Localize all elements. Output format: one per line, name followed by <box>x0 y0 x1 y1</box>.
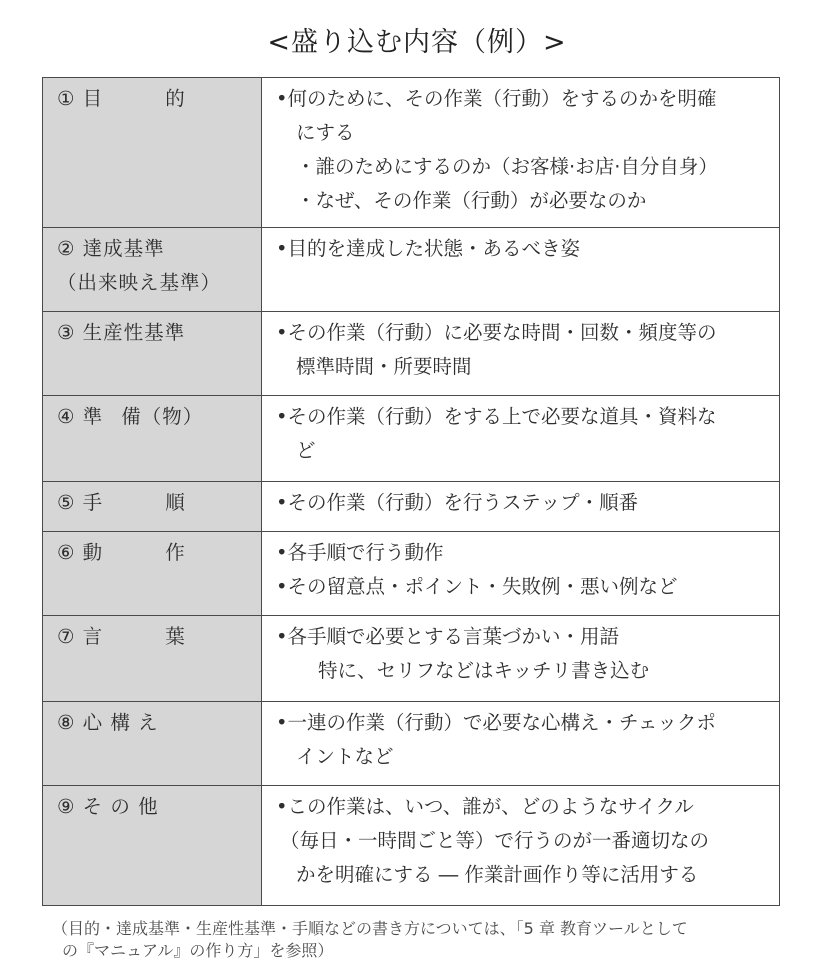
row-content <box>262 786 780 906</box>
label-text: ② 達成基準 <box>57 237 165 260</box>
content-line: •その作業（行動）をする上で必要な道具・資料な <box>276 405 717 428</box>
footnote-line: の『マニュアル』の作り方」を参照） <box>62 941 334 960</box>
label-text: 備（物） <box>121 405 204 428</box>
row-label <box>43 78 262 228</box>
row-label <box>43 312 262 396</box>
contents-table <box>42 77 780 906</box>
label-text: ⑤ 手 <box>57 491 104 514</box>
row-label <box>43 482 262 532</box>
row-content <box>262 396 780 482</box>
row-content <box>262 78 780 228</box>
row-content <box>262 482 780 532</box>
page-title: <盛り込む内容（例）> <box>267 27 567 58</box>
label-text: ① 目 <box>57 87 104 110</box>
label-text: 的 <box>165 87 186 110</box>
row-label <box>43 616 262 702</box>
label-text: ③ 生産性基準 <box>57 321 186 344</box>
table-row <box>43 396 780 482</box>
content-line: •一連の作業（行動）で必要な心構え・チェックポ <box>276 711 716 734</box>
content-line: にする <box>296 121 355 144</box>
footnote-line: （目的・達成基準・生産性基準・手順などの書き方については、「5 章 教育ツールとして <box>52 919 688 938</box>
content-line: （毎日・一時間ごと等）で行うのが一番適切なの <box>280 829 710 852</box>
content-line: •各手順で行う動作 <box>276 541 444 564</box>
row-content <box>262 702 780 786</box>
row-content <box>262 532 780 616</box>
label-text: ⑥ 動 <box>57 541 104 564</box>
row-label <box>43 228 262 312</box>
row-label <box>43 532 262 616</box>
content-line: 標準時間・所要時間 <box>296 355 472 378</box>
content-line: •目的を達成した状態・あるべき姿 <box>276 237 581 260</box>
label-text: 順 <box>165 491 186 514</box>
content-line: •その作業（行動）に必要な時間・回数・頻度等の <box>276 321 717 344</box>
content-line: かを明確にする ― 作業計画作り等に活用する <box>296 863 699 886</box>
content-line: ・なぜ、その作業（行動）が必要なのか <box>296 189 647 212</box>
label-text: 葉 <box>165 625 186 648</box>
content-line: 特に、セリフなどはキッチリ書き込む <box>318 659 650 682</box>
table-row <box>43 312 780 396</box>
table-row <box>43 228 780 312</box>
table-row <box>43 532 780 616</box>
label-text: ④ 準 <box>57 405 104 428</box>
label-text: ⑦ 言 <box>57 625 104 648</box>
content-line: •この作業は、いつ、誰が、どのようなサイクル <box>276 795 694 818</box>
table-row <box>43 78 780 228</box>
label-text: ⑧ 心 構 え <box>57 711 159 734</box>
table-row <box>43 702 780 786</box>
label-sub-text: （出来映え基準） <box>57 271 222 294</box>
row-content <box>262 228 780 312</box>
content-line: •その作業（行動）を行うステップ・順番 <box>276 491 639 514</box>
label-text: ⑨ そ の 他 <box>57 795 159 818</box>
content-line: •その留意点・ポイント・失敗例・悪い例など <box>276 575 678 598</box>
table-row <box>43 482 780 532</box>
content-line: •何のために、その作業（行動）をするのかを明確 <box>276 87 717 110</box>
row-content <box>262 312 780 396</box>
content-line: イントなど <box>296 745 394 768</box>
content-line: •各手順で必要とする言葉づかい・用語 <box>276 625 620 648</box>
content-line: ・誰のためにするのか（お客様·お店·自分自身） <box>296 155 718 178</box>
footnote <box>52 918 812 962</box>
table-row <box>43 616 780 702</box>
row-content <box>262 616 780 702</box>
row-label <box>43 786 262 906</box>
row-label <box>43 396 262 482</box>
row-label <box>43 702 262 786</box>
label-text: 作 <box>165 541 186 564</box>
table-row <box>43 786 780 906</box>
content-line: ど <box>296 439 316 462</box>
